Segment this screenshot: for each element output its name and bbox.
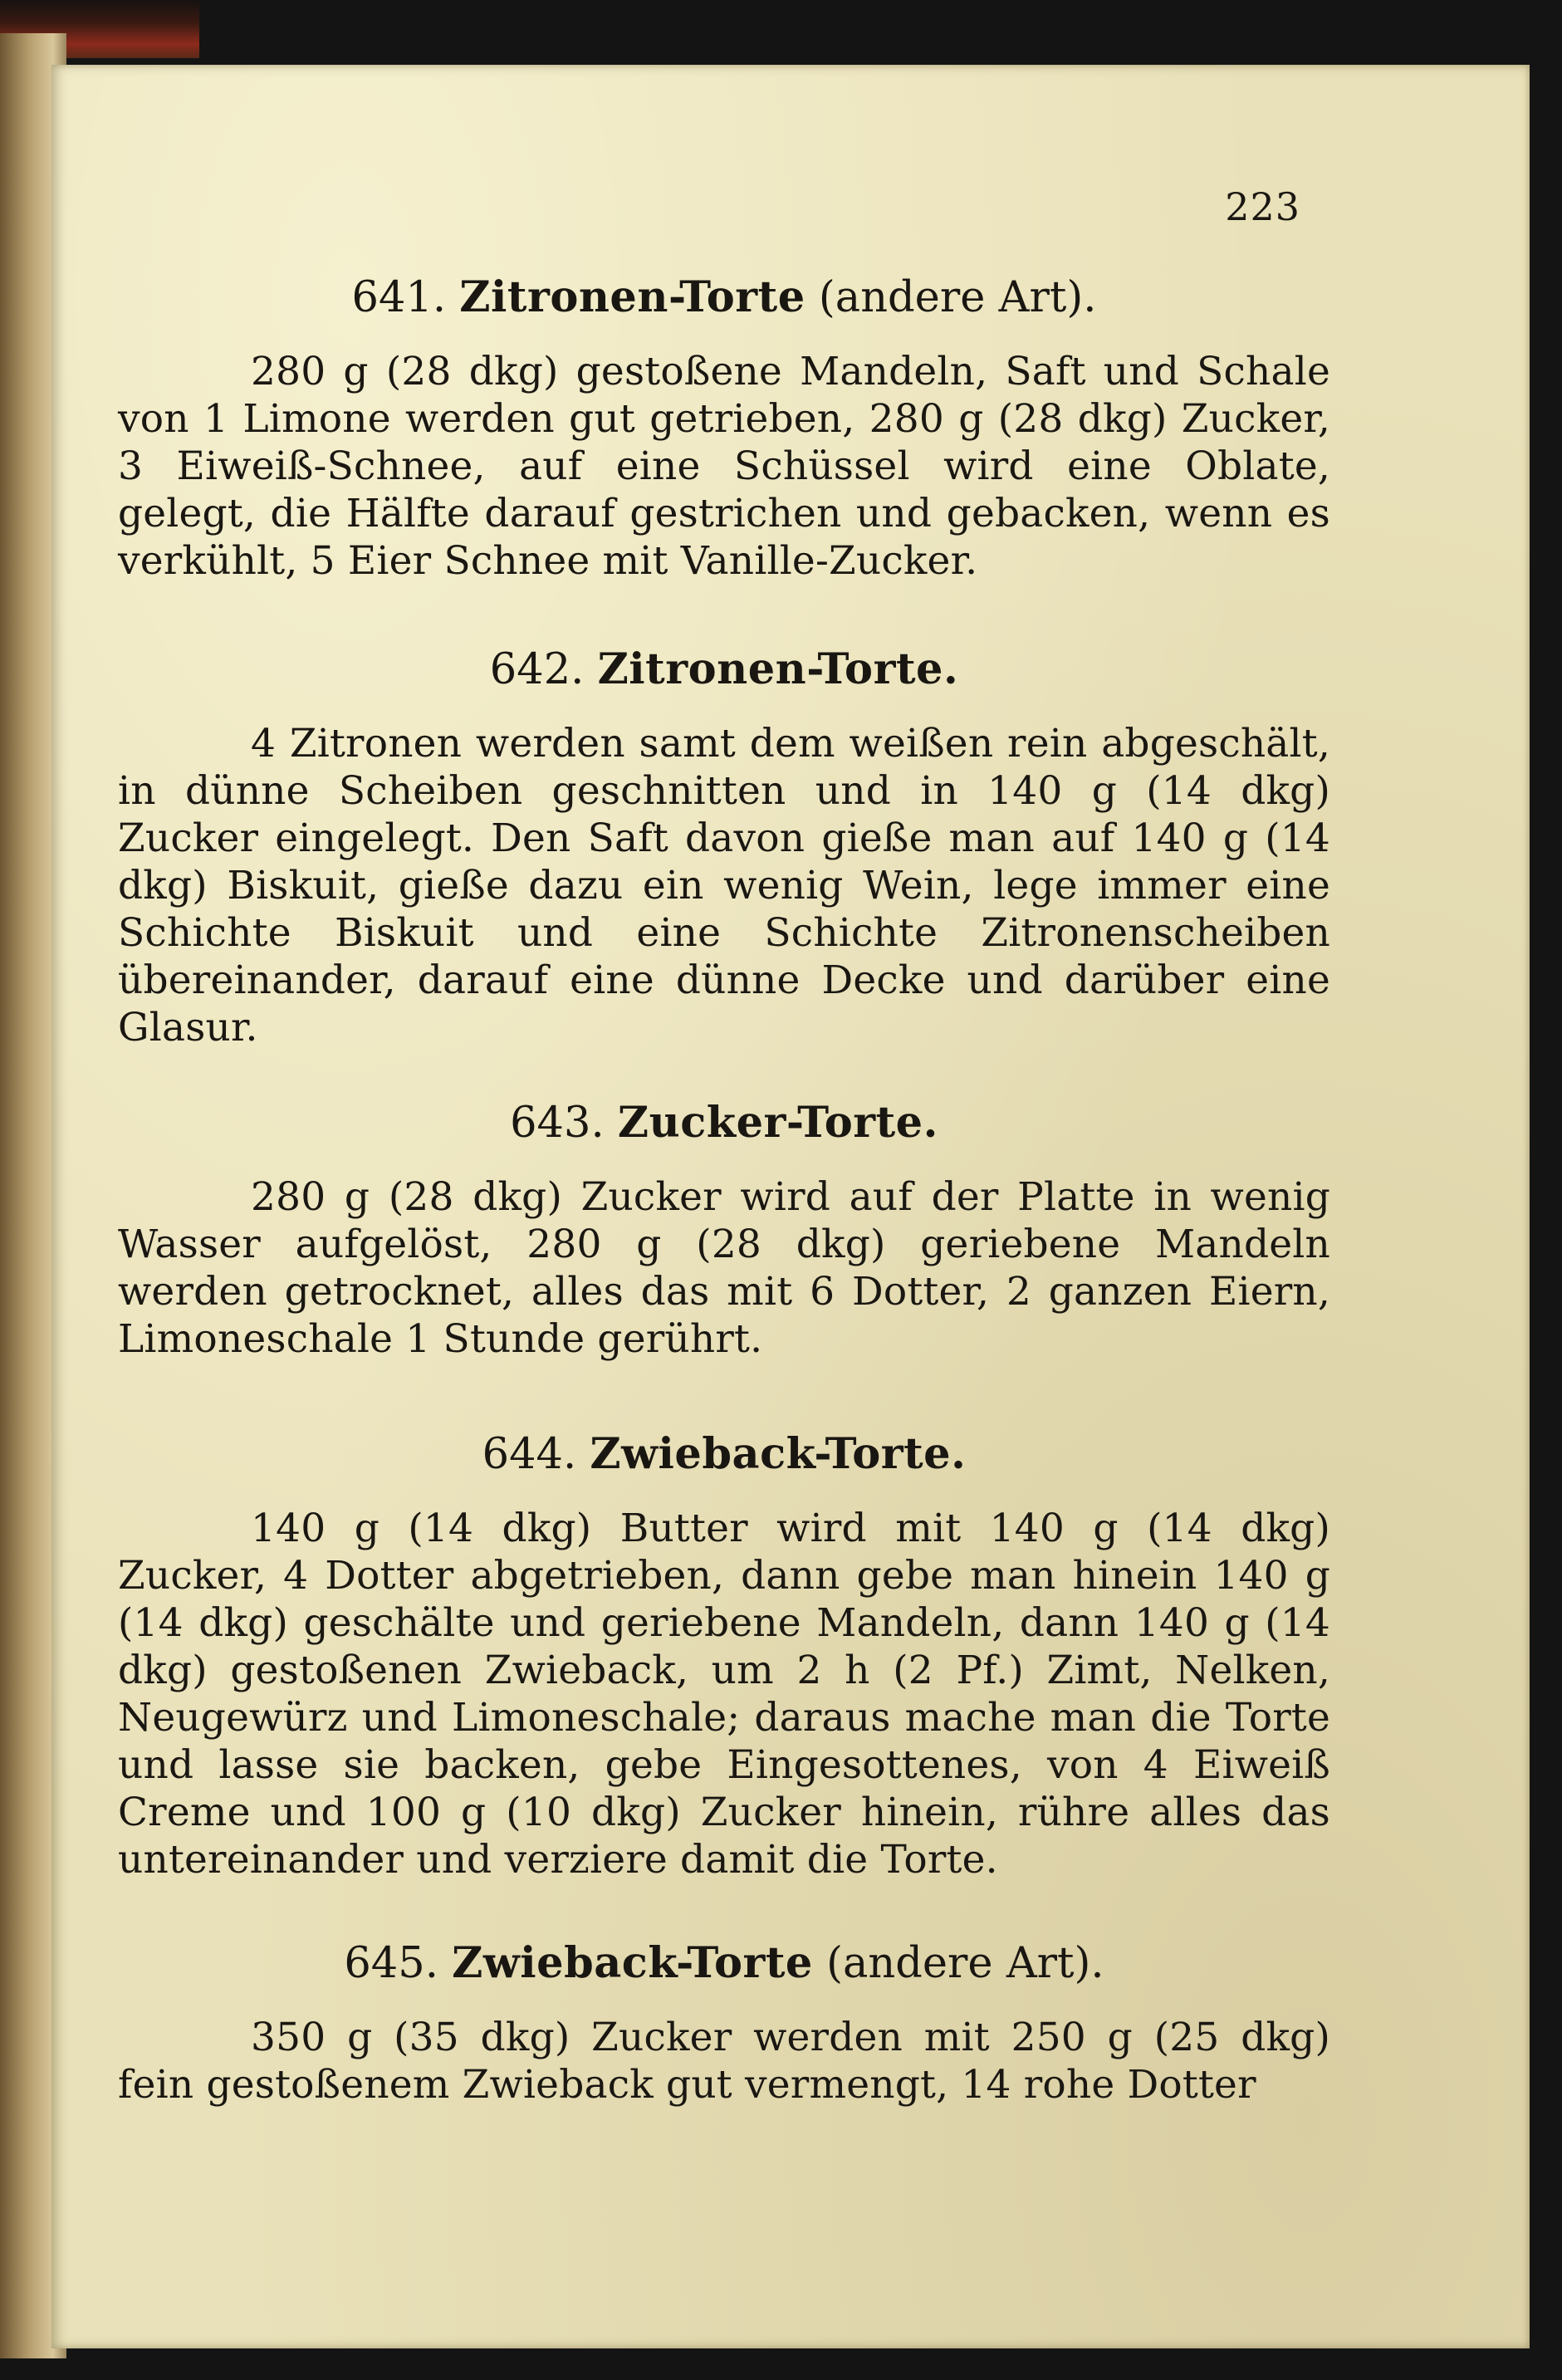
recipe-title: Zwieback-Torte xyxy=(452,1938,813,1988)
recipe-text-643: 280 g (28 dkg) Zucker wird auf der Platte in wenig Wasser aufgelöst, 280 g (28 dkg) geriebene Mandeln werden getrocknet, alles das mit 6 Dotter, 2 ganzen Eiern, Limoneschale 1 Stunde gerührt. xyxy=(118,1174,1330,1362)
recipe-text-645: 350 g (35 dkg) Zucker werden mit 250 g (25 dkg) fein gestoßenem Zwieback gut vermengt, 14 rohe Dotter xyxy=(118,2015,1330,2108)
recipe-note: (andere Art). xyxy=(818,273,1097,322)
recipe-title: Zitronen-Torte. xyxy=(597,644,959,694)
recipe-text-642: 4 Zitronen werden samt dem weißen rein abgeschält, in dünne Scheiben geschnitten und in 140 g (14 dkg) Zucker eingelegt. Den Saft davon gieße man auf 140 g (14 dkg) Biskuit, gieße dazu ein wenig Wein, lege immer eine Schichte Biskuit und eine Schichte Zitronenscheiben übereinander, darauf eine dünne Decke und darüber eine Glasur. xyxy=(118,721,1330,1050)
recipe-note: (andere Art). xyxy=(826,1939,1104,1988)
recipe-number: 644. xyxy=(482,1430,577,1479)
recipe-text-641: 280 g (28 dkg) gestoßene Mandeln, Saft und Schale von 1 Limone werden gut getrieben, 280 g (28 dkg) Zucker, 3 Eiweiß-Schnee, auf eine Schüssel wird eine Oblate, gelegt, die Hälfte darauf gestrichen und gebacken, wenn es verkühlt, 5 Eier Schnee mit Vanille-Zucker. xyxy=(118,349,1330,584)
recipe-heading-645 xyxy=(118,1938,1330,1989)
recipe-heading-644 xyxy=(118,1429,1330,1480)
page-number: 223 xyxy=(1225,184,1300,229)
recipe-number: 642. xyxy=(489,645,585,694)
recipe-title: Zucker-Torte. xyxy=(617,1098,938,1148)
recipe-heading-641 xyxy=(118,272,1330,323)
recipe-heading-643 xyxy=(118,1098,1330,1148)
recipe-number: 645. xyxy=(344,1939,438,1988)
recipe-number: 643. xyxy=(510,1099,605,1148)
recipe-number: 641. xyxy=(351,273,447,322)
recipe-text-644: 140 g (14 dkg) Butter wird mit 140 g (14 dkg) Zucker, 4 Dotter abgetrieben, dann gebe man hinein 140 g (14 dkg) geschälte und geriebene Mandeln, dann 140 g (14 dkg) gestoßenen Zwieback, um 2 h (2 Pf.) Zimt, Nelken, Neugewürz und Limoneschale; daraus mache man die Torte und lasse sie backen, gebe Eingesottenes, von 4 Eiweiß Creme und 100 g (10 dkg) Zucker hinein, rühre alles das untereinander und verziere damit die Torte. xyxy=(118,1506,1330,1883)
book-page xyxy=(51,65,1530,2348)
recipe-title: Zwieback-Torte. xyxy=(590,1429,967,1479)
recipe-list xyxy=(118,272,1330,2108)
recipe-title: Zitronen-Torte xyxy=(459,272,805,322)
recipe-heading-642 xyxy=(118,644,1330,695)
